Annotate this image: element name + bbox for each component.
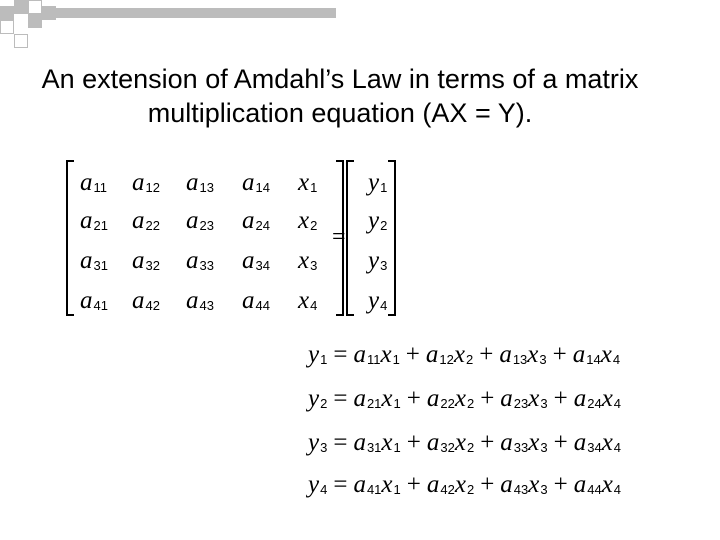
matrix-a-entry [186, 207, 214, 234]
symbol-letter: x [381, 385, 393, 412]
plus-sign: + [552, 341, 567, 368]
symbol-index: 4 [613, 396, 622, 411]
symbol-index: 4 [613, 482, 622, 497]
matrix-x-entry [298, 287, 317, 314]
coefficient [500, 429, 528, 456]
equation-term [500, 385, 547, 412]
matrix-a-entry [80, 287, 108, 314]
matrix-a-entry [242, 169, 270, 196]
symbol-letter: a [186, 287, 199, 314]
symbol-index: 1 [310, 180, 318, 195]
matrix-a-cell [186, 246, 214, 281]
symbol-index: 22 [440, 396, 455, 411]
equals-sign: = [333, 429, 348, 456]
symbol-letter: a [242, 287, 255, 314]
equation-term [353, 341, 399, 368]
symbol-letter: a [80, 287, 93, 314]
symbol-letter: a [132, 207, 145, 234]
coefficient [353, 341, 380, 368]
matrix-y-entry [368, 207, 387, 234]
plus-sign: + [480, 385, 495, 412]
symbol-letter: y [368, 169, 380, 196]
matrix-a-cell [242, 246, 270, 281]
symbol-letter: a [242, 207, 255, 234]
symbol-letter: x [298, 287, 310, 314]
symbol-index: 22 [145, 218, 160, 233]
matrix-equals-sign: = [332, 224, 346, 250]
symbol-index: 3 [540, 482, 548, 497]
matrix-a-cell [132, 286, 160, 321]
symbol-letter: a [425, 341, 439, 368]
symbol-index: 21 [366, 396, 382, 411]
symbol-index: 41 [93, 298, 108, 313]
symbol-index: 1 [380, 180, 388, 195]
symbol-letter: a [186, 207, 199, 234]
matrix-a-cell [80, 168, 107, 203]
symbol-letter: x [528, 471, 540, 498]
symbol-index: 2 [466, 396, 475, 411]
matrix-a-entry [80, 169, 107, 196]
equation-term [426, 341, 473, 368]
matrix-a-cell [80, 286, 108, 321]
symbol-letter: y [308, 341, 320, 368]
symbol-index: 3 [540, 440, 548, 455]
matrix-a-cell [80, 246, 108, 281]
coefficient [574, 471, 602, 498]
symbol-letter: y [308, 471, 320, 498]
equals-sign: = [333, 341, 348, 368]
matrix-a-left-bracket [66, 160, 74, 316]
symbol-index: 24 [587, 396, 602, 411]
symbol-letter: y [368, 247, 380, 274]
symbol-index: 31 [93, 258, 108, 273]
matrix-a-cell [242, 168, 270, 203]
symbol-index: 3 [310, 258, 318, 273]
coefficient [427, 429, 455, 456]
matrix-a-entry [80, 207, 108, 234]
matrix-a-cell [186, 168, 214, 203]
symbol-letter: a [426, 429, 440, 456]
coefficient [574, 429, 602, 456]
plus-sign: + [406, 385, 421, 412]
decor-square [0, 6, 14, 20]
matrix-y-cell [368, 168, 387, 203]
decor-square-outline [14, 34, 28, 48]
coefficient [353, 429, 381, 456]
symbol-index: 14 [255, 180, 270, 195]
decor-square [42, 6, 56, 20]
symbol-index: 1 [393, 482, 401, 497]
equation-lhs [308, 471, 327, 498]
plus-sign: + [480, 429, 495, 456]
symbol-letter: a [500, 385, 513, 412]
symbol-index: 23 [199, 218, 214, 233]
symbol-index: 2 [380, 218, 388, 233]
decor-square [14, 0, 28, 14]
equation-term [499, 341, 546, 368]
symbol-index: 2 [310, 218, 318, 233]
symbol-letter: a [353, 471, 366, 498]
symbol-index: 42 [145, 298, 160, 313]
symbol-letter: x [380, 341, 392, 368]
matrix-a-entry [132, 169, 160, 196]
symbol-index: 24 [255, 218, 270, 233]
equation-term [500, 471, 547, 498]
symbol-letter: a [80, 169, 93, 196]
coefficient [573, 341, 601, 368]
symbol-index: 21 [93, 218, 108, 233]
matrix-x-cell [298, 168, 317, 203]
matrix-equation [60, 160, 420, 325]
symbol-letter: a [186, 169, 199, 196]
matrix-a-cell [242, 286, 270, 321]
symbol-index: 1 [392, 352, 400, 367]
variable [455, 471, 474, 498]
symbol-letter: x [601, 429, 613, 456]
symbol-letter: x [381, 429, 393, 456]
matrix-a-cell [242, 206, 270, 241]
plus-sign: + [406, 471, 421, 498]
matrix-a-cell [132, 206, 160, 241]
symbol-index: 12 [145, 180, 160, 195]
symbol-index: 1 [320, 352, 328, 367]
equals-sign: = [333, 385, 348, 412]
equation-line [308, 428, 621, 463]
matrix-y-entry [368, 247, 387, 274]
symbol-index: 33 [199, 258, 214, 273]
coefficient [500, 471, 528, 498]
symbol-index: 33 [513, 440, 529, 455]
coefficient [500, 385, 528, 412]
variable [528, 471, 547, 498]
symbol-letter: a [353, 341, 366, 368]
coefficient [427, 385, 455, 412]
plus-sign: + [553, 385, 568, 412]
symbol-letter: a [353, 385, 366, 412]
matrix-x-entry [298, 247, 317, 274]
coefficient [353, 471, 381, 498]
symbol-letter: a [573, 429, 587, 456]
symbol-letter: a [572, 341, 586, 368]
variable [528, 429, 547, 456]
matrix-a-cell [80, 206, 108, 241]
matrix-a-cell [186, 286, 214, 321]
variable [602, 385, 621, 412]
variable [381, 429, 400, 456]
plus-sign: + [553, 429, 568, 456]
equation-term [574, 385, 621, 412]
symbol-letter: a [80, 247, 93, 274]
variable [527, 341, 546, 368]
matrix-y-cell [368, 206, 387, 241]
matrix-a-entry [186, 287, 214, 314]
symbol-index: 13 [512, 352, 528, 367]
matrix-x-cell [298, 206, 317, 241]
equation-line [308, 340, 620, 375]
plus-sign: + [405, 341, 420, 368]
symbol-index: 4 [310, 298, 318, 313]
symbol-letter: x [454, 429, 466, 456]
symbol-letter: a [353, 429, 366, 456]
symbol-letter: x [600, 341, 612, 368]
variable [380, 341, 399, 368]
symbol-letter: a [132, 287, 145, 314]
symbol-letter: x [601, 385, 613, 412]
symbol-letter: y [308, 429, 320, 456]
symbol-letter: x [454, 385, 466, 412]
symbol-letter: x [453, 341, 465, 368]
decor-bar [56, 8, 336, 18]
symbol-letter: x [298, 247, 310, 274]
decor-square [28, 14, 42, 28]
coefficient [353, 385, 381, 412]
matrix-a-entry [132, 287, 160, 314]
coefficient [499, 341, 527, 368]
equation-line [308, 470, 621, 505]
symbol-index: 3 [539, 352, 547, 367]
symbol-index: 13 [199, 180, 214, 195]
variable [528, 385, 547, 412]
plus-sign: + [480, 471, 495, 498]
decor-square-outline [0, 20, 14, 34]
matrix-x-entry [298, 207, 317, 234]
symbol-index: 2 [320, 396, 328, 411]
coefficient [426, 341, 454, 368]
symbol-letter: a [132, 247, 145, 274]
plus-sign: + [406, 429, 421, 456]
variable [455, 385, 474, 412]
symbol-letter: x [601, 471, 613, 498]
plus-sign: + [479, 341, 494, 368]
matrix-a-entry [242, 207, 270, 234]
symbol-letter: a [499, 341, 512, 368]
symbol-index: 1 [393, 440, 401, 455]
symbol-index: 11 [366, 352, 381, 367]
equation-term [427, 471, 474, 498]
symbol-letter: x [454, 471, 466, 498]
variable [602, 471, 621, 498]
matrix-a-entry [132, 207, 160, 234]
symbol-letter: a [573, 471, 587, 498]
symbol-index: 23 [513, 396, 529, 411]
equation-term [574, 471, 621, 498]
matrix-x-left-bracket [346, 160, 354, 316]
equation-term [353, 471, 400, 498]
symbol-letter: a [80, 207, 93, 234]
symbol-index: 1 [393, 396, 401, 411]
matrix-a-entry [242, 287, 270, 314]
matrix-y-cell [368, 286, 387, 321]
equation-term [573, 341, 620, 368]
symbol-index: 32 [440, 440, 455, 455]
coefficient [427, 471, 455, 498]
equation-lhs [308, 429, 327, 456]
symbol-index: 44 [255, 298, 270, 313]
matrix-y-entry [368, 169, 387, 196]
symbol-letter: x [528, 429, 540, 456]
symbol-letter: a [500, 471, 513, 498]
symbol-index: 31 [366, 440, 382, 455]
symbol-letter: a [132, 169, 145, 196]
matrix-a-entry [242, 247, 270, 274]
matrix-y-entry [368, 287, 387, 314]
decor-square-outline [28, 0, 42, 14]
symbol-letter: a [573, 385, 587, 412]
symbol-index: 2 [466, 482, 475, 497]
matrix-x-cell [298, 286, 317, 321]
symbol-index: 43 [199, 298, 214, 313]
symbol-index: 3 [540, 396, 548, 411]
variable [381, 385, 400, 412]
symbol-index: 4 [613, 440, 622, 455]
symbol-letter: a [186, 247, 199, 274]
symbol-index: 14 [586, 352, 601, 367]
symbol-index: 41 [366, 482, 382, 497]
symbol-letter: x [298, 169, 310, 196]
equation-term [353, 385, 400, 412]
equation-term [353, 429, 400, 456]
equation-term [500, 429, 547, 456]
symbol-letter: a [426, 385, 440, 412]
matrix-a-cell [132, 246, 160, 281]
symbol-index: 3 [380, 258, 388, 273]
equation-lhs [308, 385, 327, 412]
symbol-letter: x [527, 341, 539, 368]
symbol-letter: x [381, 471, 393, 498]
equation-line [308, 384, 621, 419]
variable [455, 429, 474, 456]
equation-term [574, 429, 621, 456]
matrix-y-cell [368, 246, 387, 281]
matrix-x-right-bracket [388, 160, 396, 316]
symbol-index: 2 [466, 440, 475, 455]
symbol-index: 4 [380, 298, 388, 313]
matrix-a-entry [186, 169, 214, 196]
symbol-letter: a [242, 169, 255, 196]
symbol-letter: y [368, 287, 380, 314]
symbol-index: 3 [320, 440, 328, 455]
symbol-letter: x [298, 207, 310, 234]
symbol-index: 11 [93, 180, 107, 195]
matrix-x-cell [298, 246, 317, 281]
matrix-a-entry [132, 247, 160, 274]
symbol-index: 34 [587, 440, 602, 455]
symbol-letter: y [308, 385, 320, 412]
coefficient [574, 385, 602, 412]
symbol-letter: y [368, 207, 380, 234]
variable [602, 429, 621, 456]
matrix-a-entry [186, 247, 214, 274]
corner-decoration [0, 0, 340, 48]
symbol-index: 2 [465, 352, 474, 367]
equals-sign: = [333, 471, 348, 498]
equation-term [427, 429, 474, 456]
symbol-index: 12 [439, 352, 454, 367]
variable [381, 471, 400, 498]
symbol-letter: a [426, 471, 440, 498]
matrix-x-entry [298, 169, 317, 196]
symbol-index: 32 [145, 258, 160, 273]
matrix-a-entry [80, 247, 108, 274]
symbol-index: 34 [255, 258, 270, 273]
equation-lhs [308, 341, 327, 368]
equation-term [427, 385, 474, 412]
symbol-index: 44 [587, 482, 602, 497]
symbol-letter: x [528, 385, 540, 412]
symbol-index: 4 [320, 482, 328, 497]
symbol-letter: a [500, 429, 513, 456]
matrix-a-cell [186, 206, 214, 241]
symbol-index: 4 [612, 352, 621, 367]
slide-title: An extension of Amdahl’s Law in terms of a matrix multiplication equation (AX = Y). [41, 64, 639, 128]
plus-sign: + [553, 471, 568, 498]
variable [454, 341, 473, 368]
variable [601, 341, 620, 368]
symbol-index: 42 [440, 482, 455, 497]
symbol-letter: a [242, 247, 255, 274]
matrix-a-cell [132, 168, 160, 203]
symbol-index: 43 [513, 482, 529, 497]
